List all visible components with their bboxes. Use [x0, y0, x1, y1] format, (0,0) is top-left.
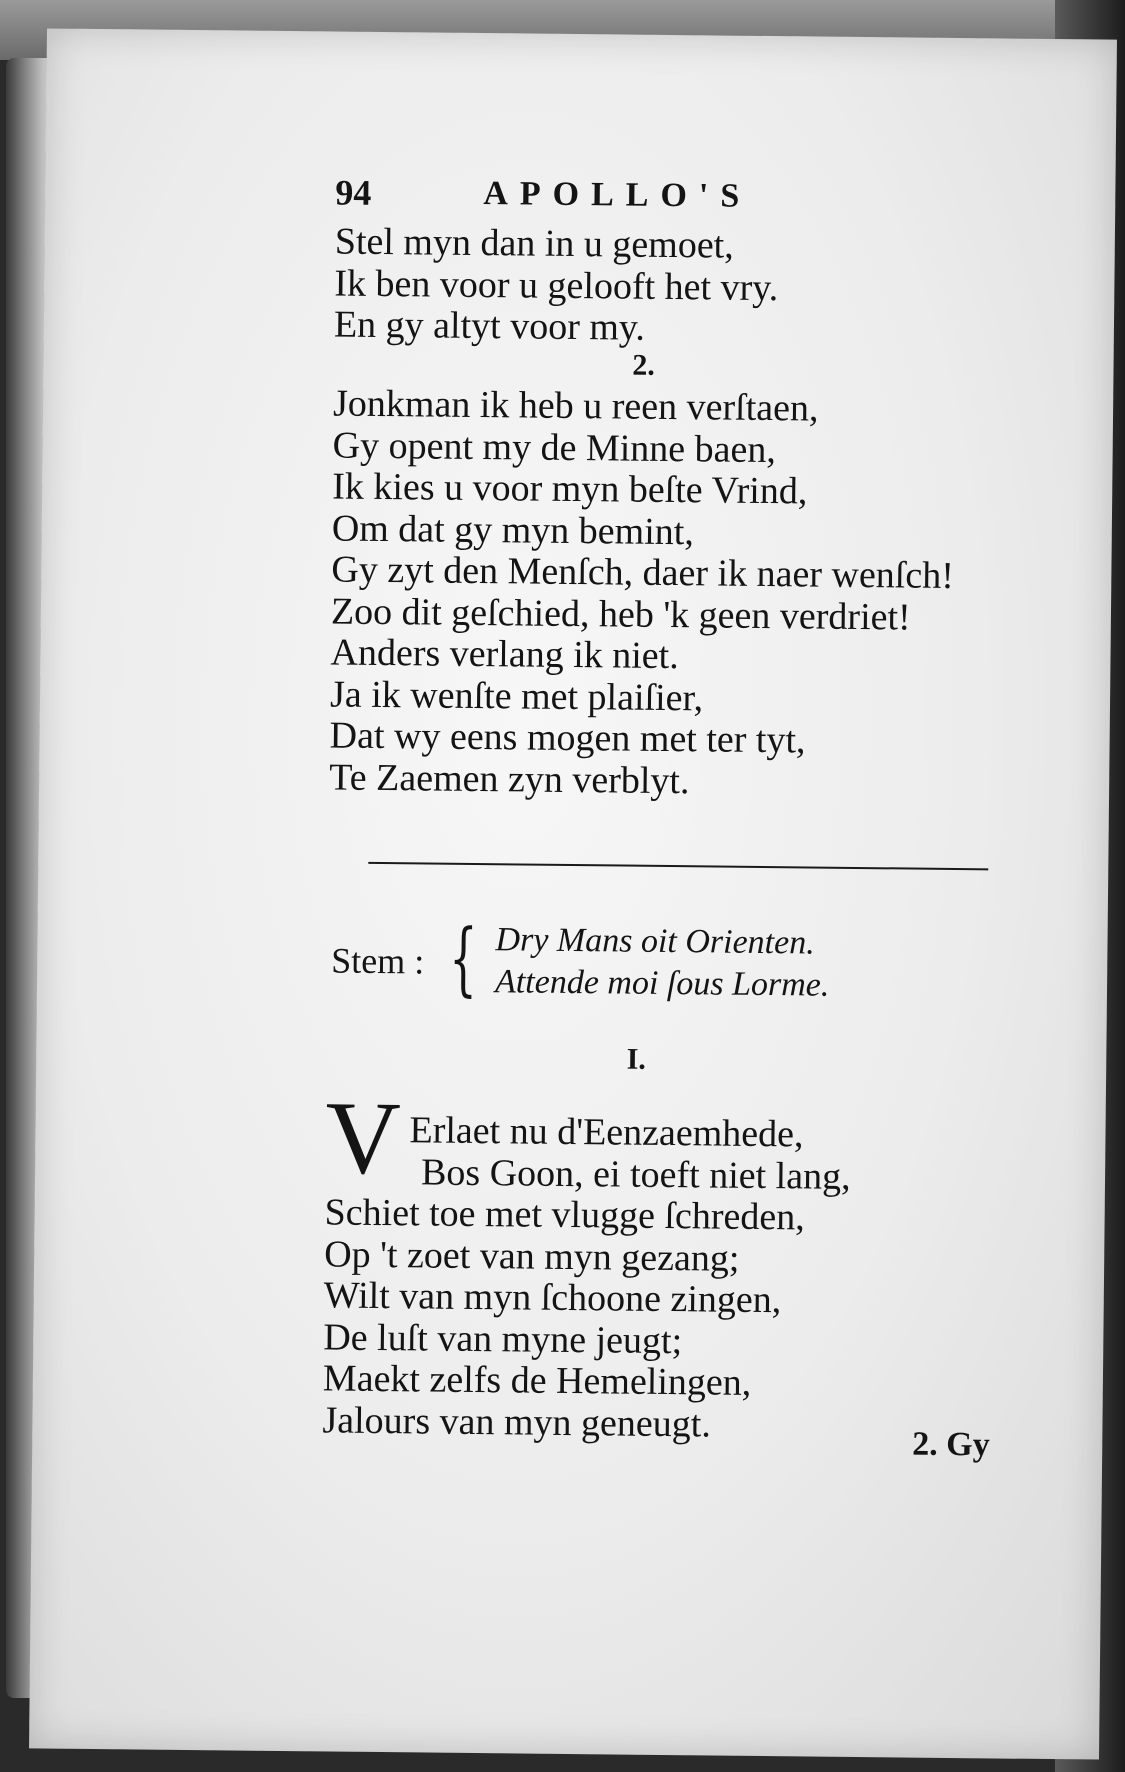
verse-line: Erlaet nu d'Eenzaemhede,: [409, 1109, 804, 1156]
verse-line: Gy zyt den Menſch, daer ik naer wenſch!: [331, 548, 955, 597]
tune-label: Stem :: [331, 940, 425, 982]
tune-names: [495, 919, 830, 1006]
verse-line: Wilt van myn ſchoone zingen,: [323, 1274, 782, 1322]
verse-line: Bos Goon, ei toeft niet lang,: [420, 1150, 851, 1198]
verse-line: Stel myn dan in u gemoet,: [334, 220, 734, 267]
verse-line: Op 't zoet van myn gezang;: [323, 1232, 740, 1280]
text-block: [322, 171, 1056, 1464]
stanza-1: [322, 1109, 851, 1446]
verse-line: En gy altyt voor my.: [333, 303, 646, 349]
book-page: [29, 28, 1117, 1759]
verse-line: Schiet toe met vlugge ſchreden,: [324, 1191, 805, 1239]
verse-line: Te Zaemen zyn verblyt.: [328, 755, 690, 802]
verse-line: Jalours van myn geneugt.: [322, 1398, 712, 1445]
verse-line: Ja ik wenſte met plaiſier,: [329, 672, 704, 719]
page-number: 94: [335, 172, 372, 213]
running-head: [335, 171, 955, 223]
verse-line: Ik ben voor u gelooft het vry.: [334, 261, 779, 309]
drop-cap: V: [324, 1080, 402, 1197]
verse-line: Jonkman ik heb u reen verſtaen,: [332, 382, 819, 430]
section-rule: [368, 862, 988, 870]
tune-name: Dry Mans oit Orienten.: [495, 921, 815, 962]
stanza-continuation: [334, 221, 779, 350]
verse-line: De luſt van myne jeugt;: [323, 1315, 683, 1362]
verse-line: Ik kies u voor myn beſte Vrind,: [332, 465, 808, 513]
tune-brace: {: [448, 911, 478, 1005]
verse-line: Maekt zelfs de Hemelingen,: [322, 1357, 752, 1404]
catchword: 2. Gy: [912, 1425, 990, 1464]
verse-line: Dat wy eens mogen met ter tyt,: [329, 714, 806, 762]
stanza-2: [329, 383, 956, 804]
stanza-number: 2.: [632, 348, 655, 382]
stanza-number: I.: [626, 1042, 647, 1076]
verse-line: Om dat gy myn bemint,: [331, 506, 695, 553]
tune-name: Attende moi ſous Lorme.: [494, 963, 830, 1004]
verse-line: Anders verlang ik niet.: [330, 631, 679, 678]
running-title: APOLLO'S: [483, 175, 752, 215]
verse-line: Gy opent my de Minne baen,: [332, 423, 777, 471]
verse-line: Zoo dit geſchied, heb 'k geen verdriet!: [330, 589, 911, 639]
